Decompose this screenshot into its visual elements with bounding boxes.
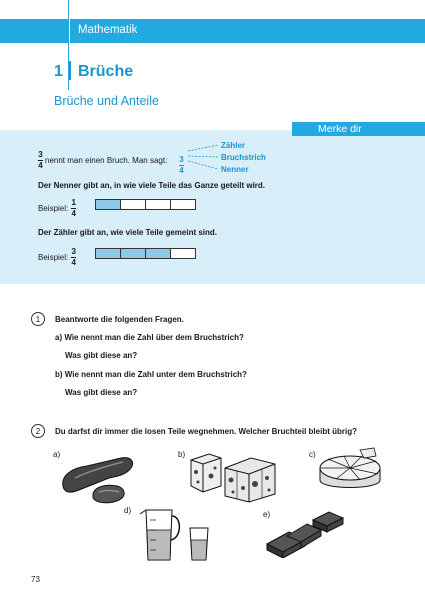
bar-part bbox=[121, 200, 146, 209]
task-1-number: 1 bbox=[31, 312, 45, 326]
labelled-numerator: 3 bbox=[179, 155, 184, 164]
numerator: 3 bbox=[38, 150, 43, 159]
example-2-label: Beispiel: bbox=[38, 253, 69, 262]
denominator: 4 bbox=[38, 160, 43, 170]
bar-part-filled bbox=[96, 249, 121, 258]
header-bar bbox=[0, 19, 425, 43]
task-1a-follow: Was gibt diese an? bbox=[65, 351, 138, 360]
chapter-title: Brüche bbox=[78, 63, 134, 80]
bar-part bbox=[171, 200, 195, 209]
header-subject: Mathematik bbox=[78, 24, 138, 36]
task-1a: a) Wie nennt man die Zahl über dem Bruchstrich? bbox=[55, 333, 244, 342]
merke-label: Merke dir bbox=[318, 123, 362, 135]
task-2b-label: b) bbox=[178, 450, 186, 459]
bar-part bbox=[146, 200, 171, 209]
sausage-illustration bbox=[57, 448, 137, 504]
task-2d-label: d) bbox=[124, 506, 132, 515]
example-2-numerator: 3 bbox=[71, 247, 76, 256]
label-zaehler: Zähler bbox=[221, 141, 246, 150]
chapter-divider bbox=[69, 61, 71, 80]
nenner-rule: Der Nenner gibt an, in wie viele Teile das Ganze geteilt wird. bbox=[38, 181, 266, 190]
labelled-denominator: 4 bbox=[179, 165, 184, 175]
chapter-number: 1 bbox=[54, 63, 63, 80]
intro-text: nennt man einen Bruch. Man sagt: bbox=[45, 156, 168, 165]
bar-part-filled bbox=[146, 249, 171, 258]
example-1-label: Beispiel: bbox=[38, 204, 69, 213]
fraction-arrows bbox=[186, 140, 222, 176]
task-2c-label: c) bbox=[309, 450, 316, 459]
example-2-bar bbox=[95, 248, 196, 259]
task-2-number: 2 bbox=[31, 424, 45, 438]
cheese-illustration bbox=[187, 446, 279, 504]
example-2-denominator: 4 bbox=[71, 257, 76, 267]
example-2 bbox=[38, 248, 76, 267]
example-1-denominator: 4 bbox=[71, 208, 76, 218]
task-2e-label: e) bbox=[263, 510, 271, 519]
example-1-numerator: 1 bbox=[71, 198, 76, 207]
labelled-fraction bbox=[179, 149, 184, 175]
task-2a-label: a) bbox=[53, 450, 61, 459]
fraction-three-quarters bbox=[38, 151, 43, 170]
zaehler-rule: Der Zähler gibt an, wie viele Teile gemeint sind. bbox=[38, 228, 218, 237]
example-1 bbox=[38, 199, 76, 218]
task-2-title: Du darfst dir immer die losen Teile wegnehmen. Welcher Bruchteil bleibt übrig? bbox=[55, 427, 357, 436]
page-number: 73 bbox=[31, 575, 40, 584]
chocolate-illustration bbox=[263, 504, 349, 558]
merke-intro bbox=[38, 151, 167, 170]
cheese-wheel-illustration bbox=[314, 446, 386, 496]
section-title: Brüche und Anteile bbox=[54, 94, 159, 108]
label-bruchstrich: Bruchstrich bbox=[221, 153, 266, 162]
jug-illustration bbox=[134, 500, 216, 564]
bar-part-filled bbox=[96, 200, 121, 209]
bar-part bbox=[171, 249, 195, 258]
task-1b: b) Wie nennt man die Zahl unter dem Bruchstrich? bbox=[55, 370, 247, 379]
task-1b-follow: Was gibt diese an? bbox=[65, 388, 138, 397]
bar-part-filled bbox=[121, 249, 146, 258]
example-1-bar bbox=[95, 199, 196, 210]
label-nenner: Nenner bbox=[221, 165, 249, 174]
task-1-title: Beantworte die folgenden Fragen. bbox=[55, 315, 184, 324]
